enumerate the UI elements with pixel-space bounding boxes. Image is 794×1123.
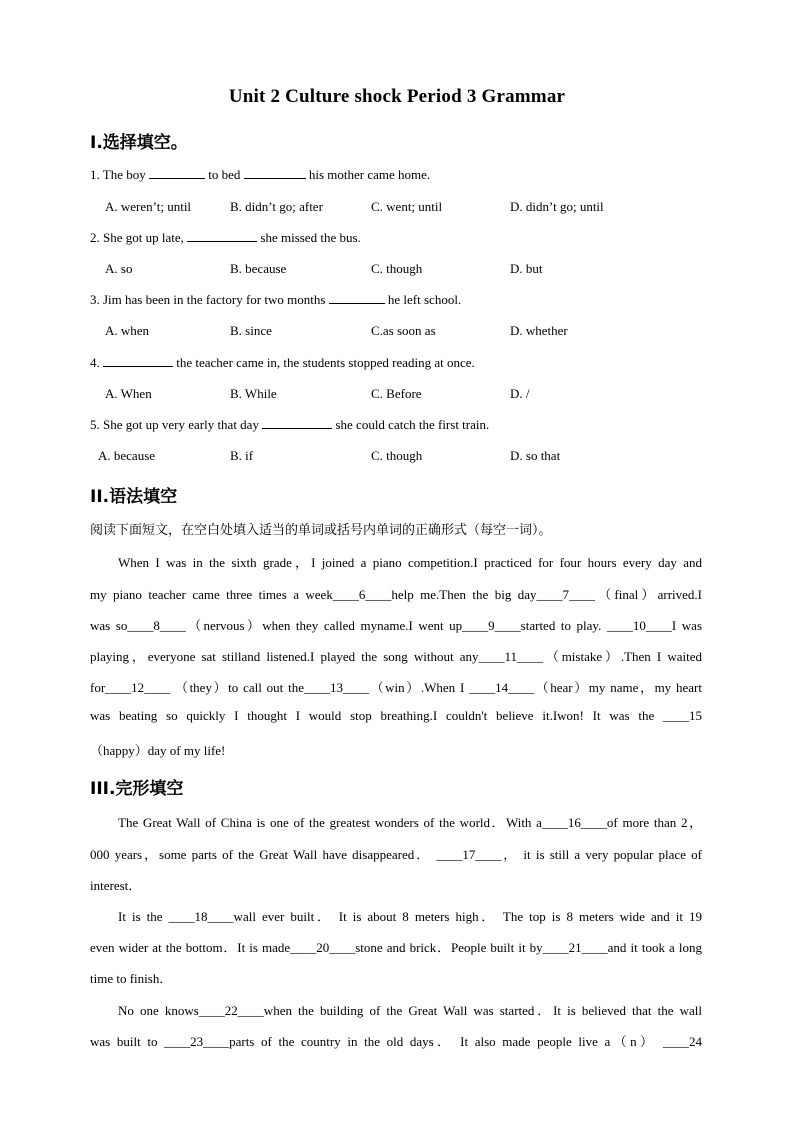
question-2: 2. She got up late, she missed the bus.	[90, 230, 361, 245]
question-4: 4. the teacher came in, the students stopped reading at once.	[90, 355, 475, 370]
option-b: B. since	[230, 323, 272, 338]
option-a: A. so	[105, 261, 133, 276]
option-a: A. When	[105, 386, 152, 401]
answer-blank	[329, 292, 385, 304]
option-d: D. didn’t go; until	[510, 199, 604, 214]
option-d: D. /	[510, 386, 530, 401]
passage-line: was built to ____23____parts of the country in the old days． It also made people live a（n） ____24	[90, 1034, 702, 1049]
passage-line: 000 years，some parts of the Great Wall have disappeared． ____17____， it is still a very popular place of	[90, 847, 702, 862]
answer-blank	[103, 355, 173, 367]
option-c: C. though	[371, 448, 423, 463]
option-b: B. if	[230, 448, 254, 463]
option-b: B. because	[230, 261, 287, 276]
section-2-instruction: 阅读下面短文，在空白处填入适当的单词或括号内单词的正确形式（每空一词）。	[90, 523, 552, 538]
answer-blank	[149, 167, 205, 179]
answer-blank	[262, 417, 332, 429]
option-a: A. weren’t; until	[105, 199, 192, 214]
passage-line: interest．	[90, 878, 142, 893]
option-b: B. While	[230, 386, 277, 401]
option-c: C. went; until	[371, 199, 443, 214]
option-d: D. whether	[510, 323, 568, 338]
passage-line: No one knows____22____when the building of the Great Wall was started．It is believed that the wall	[118, 1003, 702, 1018]
question-5: 5. She got up very early that day she could catch the first train.	[90, 417, 490, 432]
page-title: Unit 2 Culture shock Period 3 Grammar	[228, 86, 566, 107]
passage-line: （happy）day of my life!	[90, 743, 226, 758]
answer-blank	[187, 230, 257, 242]
option-c: C. though	[371, 261, 423, 276]
section-2-heading: II.语法填空	[90, 487, 178, 507]
option-d: D. so that	[510, 448, 561, 463]
answer-blank	[244, 167, 306, 179]
passage-line: even wider at the bottom．It is made____20____stone and brick．People built it by____21____and it took a long	[90, 940, 702, 955]
passage-line: was so____8____（nervous）when they called myname.I went up____9____started to play. ____10____I was	[90, 618, 703, 633]
question-1: 1. The boy to bed his mother came home.	[90, 167, 431, 182]
section-1-heading: I.选择填空。	[90, 133, 188, 153]
option-b: B. didn’t go; after	[230, 199, 323, 214]
option-c: C. Before	[371, 386, 422, 401]
passage-line: The Great Wall of China is one of the greatest wonders of the world．With a____16____of more than 2，	[118, 815, 702, 830]
section-3-heading: III.完形填空	[90, 779, 184, 799]
passage-line: was beating so quickly I thought I would stop breathing.I couldn't believe it.Iwon! It was the ____15	[90, 708, 702, 723]
passage-line: It is the ____18____wall ever built． It is about 8 meters high． The top is 8 meters wide and it 19	[118, 909, 702, 924]
option-a: A. because	[98, 448, 156, 463]
passage-line: my piano teacher came three times a week____6____help me.Then the big day____7____（final）arrived.I	[90, 587, 702, 602]
passage-line: time to finish．	[90, 971, 173, 986]
question-3: 3. Jim has been in the factory for two months he left school.	[90, 292, 462, 307]
passage-line: When I was in the sixth grade，I joined a piano competition.I practiced for four hours every day and	[118, 555, 702, 570]
option-d: D. but	[510, 261, 543, 276]
option-a: A. when	[105, 323, 150, 338]
passage-line: for____12____ （they）to call out the____13____（win）.When I ____14____（hear）my name，my heart	[90, 680, 702, 695]
option-c: C.as soon as	[371, 323, 436, 338]
passage-line: playing，everyone sat stilland listened.I played the song without any____11____（mistake）.Then I waited	[90, 649, 702, 664]
